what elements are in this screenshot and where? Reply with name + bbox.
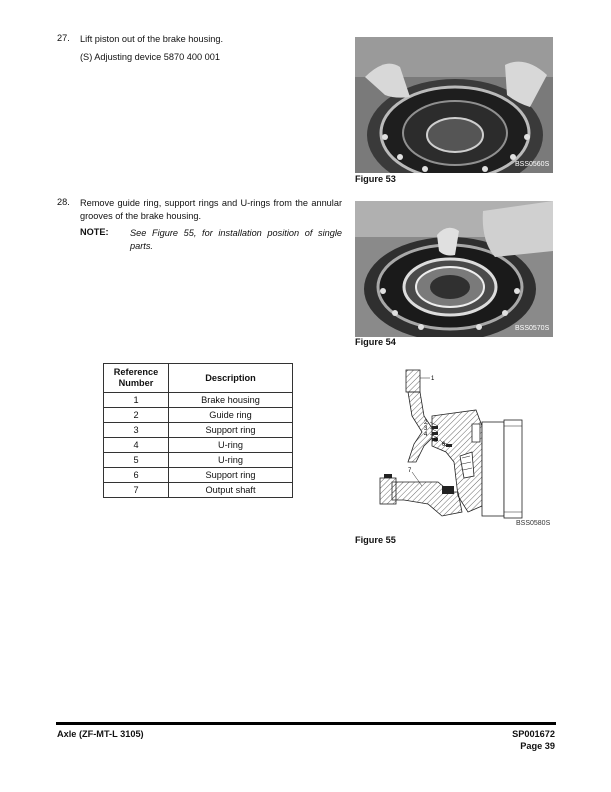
table-header-reference-number: Reference Number <box>104 364 169 393</box>
table-row <box>104 453 293 468</box>
figure-54-code: BSS0570S <box>515 325 550 332</box>
figure-53-caption: Figure 53 <box>355 174 396 184</box>
step-27-number: 27. <box>57 33 70 43</box>
figure-55-drawing <box>372 366 558 532</box>
callout-7: 7 <box>408 468 412 474</box>
step-27-tool: (S) Adjusting device 5870 400 001 <box>80 52 220 62</box>
table-cell: Support ring <box>169 423 293 438</box>
table-row <box>104 483 293 498</box>
note-text: See Figure 55, for installation position of single parts. <box>130 228 342 251</box>
table-cell: U-ring <box>169 438 293 453</box>
table-row <box>104 423 293 438</box>
footer-title: Axle (ZF-MT-L 3105) <box>57 729 144 739</box>
footer-doc-number: SP001672 <box>512 729 555 739</box>
table-cell: Output shaft <box>169 483 293 498</box>
figure-54-photo <box>355 201 553 337</box>
figure-53-photo <box>355 37 553 173</box>
callout-5: 5 <box>434 438 438 444</box>
step-28-number: 28. <box>57 197 70 207</box>
figure-53-code: BSS0560S <box>515 161 550 168</box>
table-cell: 4 <box>104 438 169 453</box>
callout-4: 4 <box>424 432 428 438</box>
table-cell: Guide ring <box>169 408 293 423</box>
table-cell: 2 <box>104 408 169 423</box>
table-cell: U-ring <box>169 453 293 468</box>
table-cell: 5 <box>104 453 169 468</box>
table-cell: 6 <box>104 468 169 483</box>
callout-6: 6 <box>442 442 446 448</box>
table-cell: 7 <box>104 483 169 498</box>
figure-54-caption: Figure 54 <box>355 337 396 347</box>
table-cell: 3 <box>104 423 169 438</box>
table-cell: Support ring <box>169 468 293 483</box>
table-header-description: Description <box>169 364 293 393</box>
table-row <box>104 408 293 423</box>
table-row <box>104 438 293 453</box>
figure-55-code: BSS0580S <box>516 520 551 527</box>
reference-table <box>103 363 293 498</box>
guide-ring-removal-photo-illustration <box>355 201 553 337</box>
table-cell: Brake housing <box>169 393 293 408</box>
step-27-text: Lift piston out of the brake housing. <box>80 34 224 44</box>
footer-rule <box>56 722 556 725</box>
footer-page-number: Page 39 <box>520 741 555 751</box>
figure-55-caption: Figure 55 <box>355 535 396 545</box>
table-cell: 1 <box>104 393 169 408</box>
callout-2: 2 <box>424 420 428 426</box>
brake-housing-photo-illustration <box>355 37 553 173</box>
note-label: NOTE: <box>80 227 109 237</box>
callout-3: 3 <box>424 426 428 432</box>
table-row <box>104 468 293 483</box>
callout-1: 1 <box>431 376 435 382</box>
table-row <box>104 393 293 408</box>
step-28-text: Remove guide ring, support rings and U-rings from the annular grooves of the brake housing. <box>80 198 342 221</box>
